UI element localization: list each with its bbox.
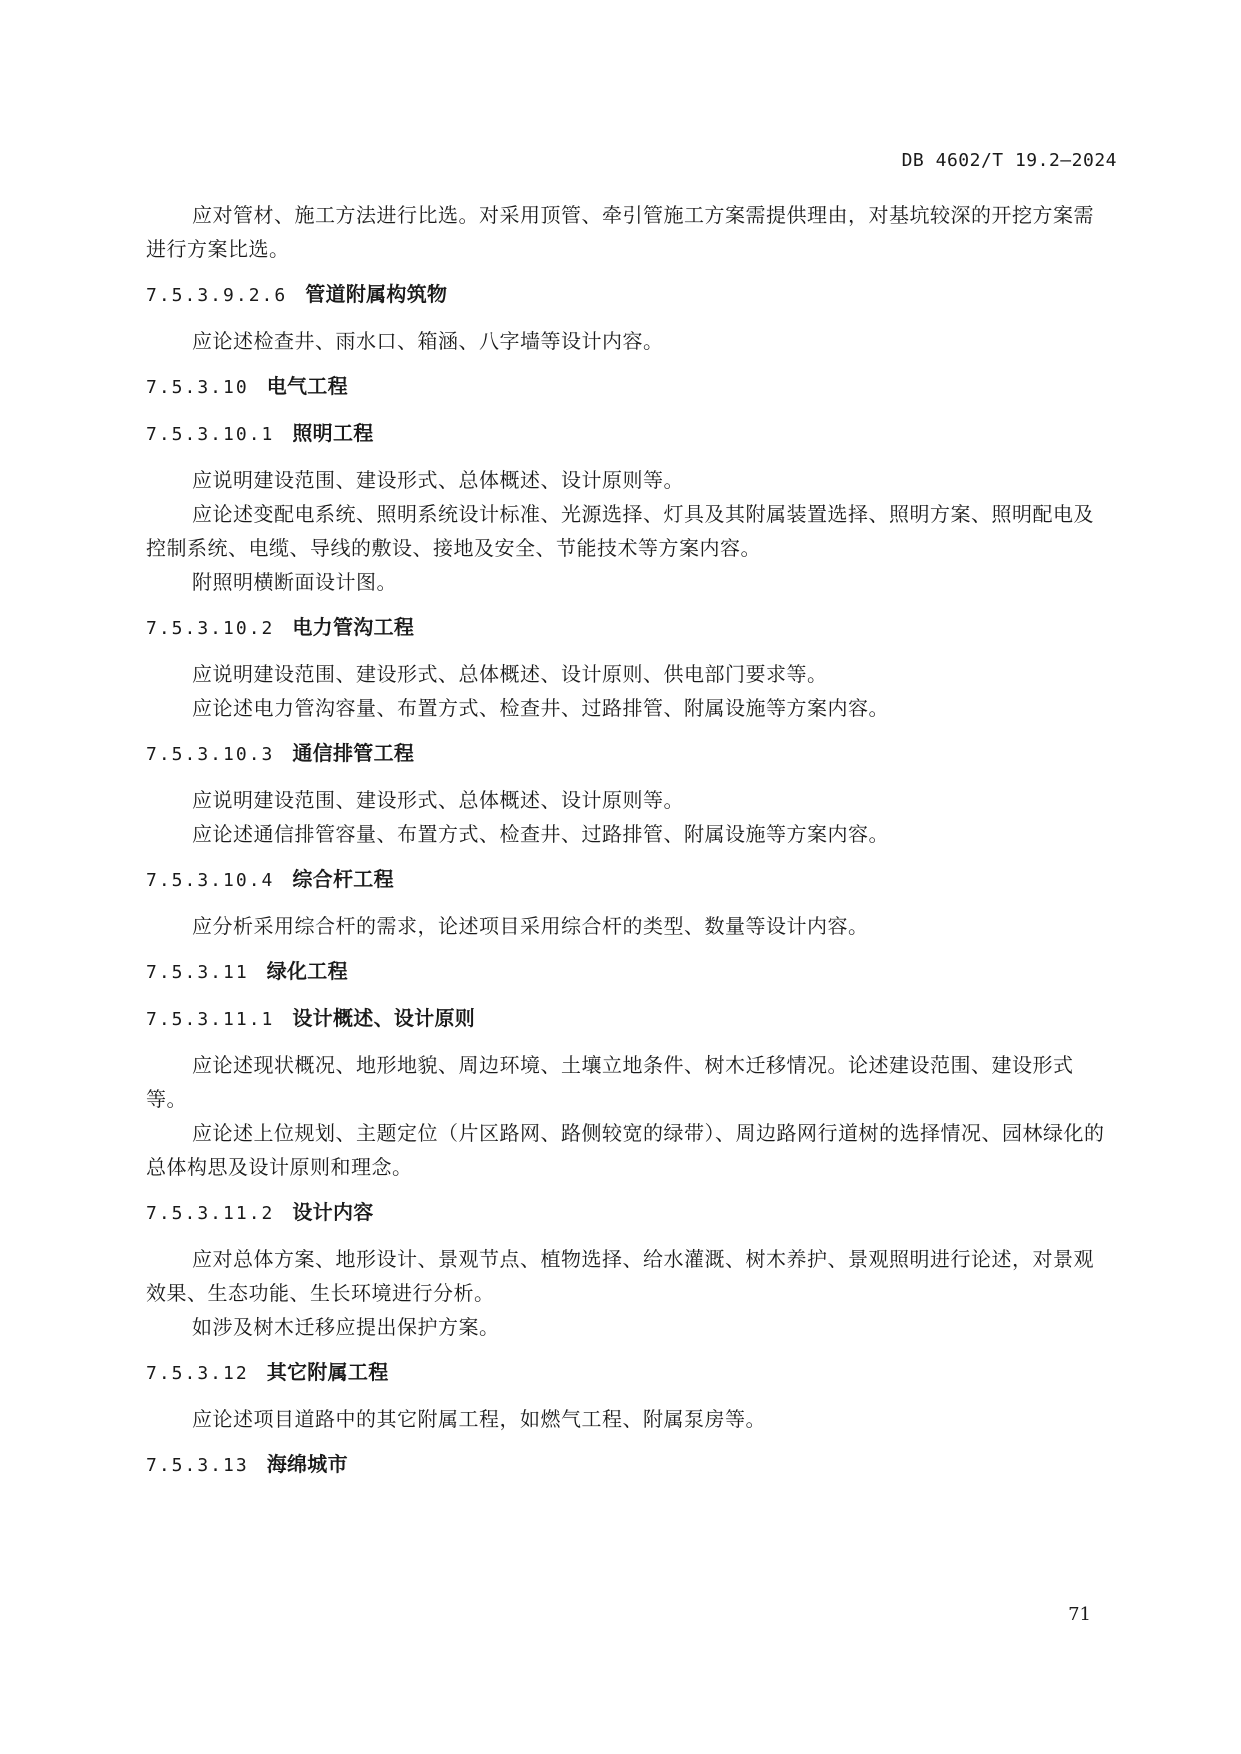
page-number: 71 bbox=[1068, 1604, 1091, 1625]
section-title: 设计内容 bbox=[292, 1200, 374, 1224]
section-title: 综合杆工程 bbox=[292, 867, 394, 891]
section-number: 7.5.3.11.1 bbox=[146, 1009, 275, 1030]
document-code: DB 4602/T 19.2—2024 bbox=[901, 150, 1117, 171]
body-paragraph: 应分析采用综合杆的需求，论述项目采用综合杆的类型、数量等设计内容。 bbox=[192, 914, 869, 938]
section-number: 7.5.3.10 bbox=[146, 377, 249, 398]
section-number: 7.5.3.11.2 bbox=[146, 1203, 275, 1224]
section-heading bbox=[146, 277, 1114, 313]
section-title: 海绵城市 bbox=[266, 1452, 348, 1476]
body-paragraph: 应对总体方案、地形设计、景观节点、植物选择、给水灌溉、树木养护、景观照明进行论述，对景观效果、生态功能、生长环境进行分析。 bbox=[146, 1247, 1094, 1305]
section-number: 7.5.3.10.4 bbox=[146, 870, 275, 891]
section-heading bbox=[146, 736, 1114, 772]
body-paragraph: 应论述上位规划、主题定位（片区路网、路侧较宽的绿带）、周边路网行道树的选择情况、园林绿化的总体构思及设计原则和理念。 bbox=[146, 1121, 1105, 1179]
section-heading bbox=[146, 954, 1114, 990]
section-title: 照明工程 bbox=[292, 421, 374, 445]
section-heading bbox=[146, 1195, 1114, 1231]
body-paragraph: 如涉及树木迁移应提出保护方案。 bbox=[192, 1315, 500, 1339]
section-heading bbox=[146, 1001, 1114, 1037]
section-number: 7.5.3.10.1 bbox=[146, 424, 275, 445]
section-number: 7.5.3.13 bbox=[146, 1455, 249, 1476]
section-number: 7.5.3.10.2 bbox=[146, 618, 275, 639]
section-title: 管道附属构筑物 bbox=[305, 282, 448, 306]
body-paragraph: 应说明建设范围、建设形式、总体概述、设计原则等。 bbox=[192, 468, 684, 492]
body-paragraph: 应论述现状概况、地形地貌、周边环境、土壤立地条件、树木迁移情况。论述建设范围、建设形式等。 bbox=[146, 1053, 1074, 1111]
section-heading bbox=[146, 1447, 1114, 1483]
body-paragraph: 应论述变配电系统、照明系统设计标准、光源选择、灯具及其附属装置选择、照明方案、照明配电及控制系统、电缆、导线的敷设、接地及安全、节能技术等方案内容。 bbox=[146, 502, 1094, 560]
section-title: 电力管沟工程 bbox=[292, 615, 415, 639]
body-paragraph: 应论述项目道路中的其它附属工程，如燃气工程、附属泵房等。 bbox=[192, 1407, 766, 1431]
section-title: 电气工程 bbox=[266, 374, 348, 398]
section-number: 7.5.3.9.2.6 bbox=[146, 285, 288, 306]
body-paragraph: 应对管材、施工方法进行比选。对采用顶管、牵引管施工方案需提供理由，对基坑较深的开挖方案需进行方案比选。 bbox=[146, 203, 1094, 261]
document-body bbox=[146, 198, 1114, 1494]
section-heading bbox=[146, 610, 1114, 646]
section-heading bbox=[146, 369, 1114, 405]
section-title: 绿化工程 bbox=[266, 959, 348, 983]
body-paragraph: 应论述通信排管容量、布置方式、检查井、过路排管、附属设施等方案内容。 bbox=[192, 822, 889, 846]
body-paragraph: 应说明建设范围、建设形式、总体概述、设计原则、供电部门要求等。 bbox=[192, 662, 828, 686]
section-title: 其它附属工程 bbox=[266, 1360, 389, 1384]
body-paragraph: 应说明建设范围、建设形式、总体概述、设计原则等。 bbox=[192, 788, 684, 812]
section-number: 7.5.3.10.3 bbox=[146, 744, 275, 765]
section-number: 7.5.3.11 bbox=[146, 962, 249, 983]
body-paragraph: 应论述检查井、雨水口、箱涵、八字墙等设计内容。 bbox=[192, 329, 664, 353]
section-heading bbox=[146, 416, 1114, 452]
section-title: 通信排管工程 bbox=[292, 741, 415, 765]
section-heading bbox=[146, 1355, 1114, 1391]
section-title: 设计概述、设计原则 bbox=[292, 1006, 476, 1030]
body-paragraph: 附照明横断面设计图。 bbox=[192, 570, 397, 594]
section-heading bbox=[146, 862, 1114, 898]
body-paragraph: 应论述电力管沟容量、布置方式、检查井、过路排管、附属设施等方案内容。 bbox=[192, 696, 889, 720]
section-number: 7.5.3.12 bbox=[146, 1363, 249, 1384]
